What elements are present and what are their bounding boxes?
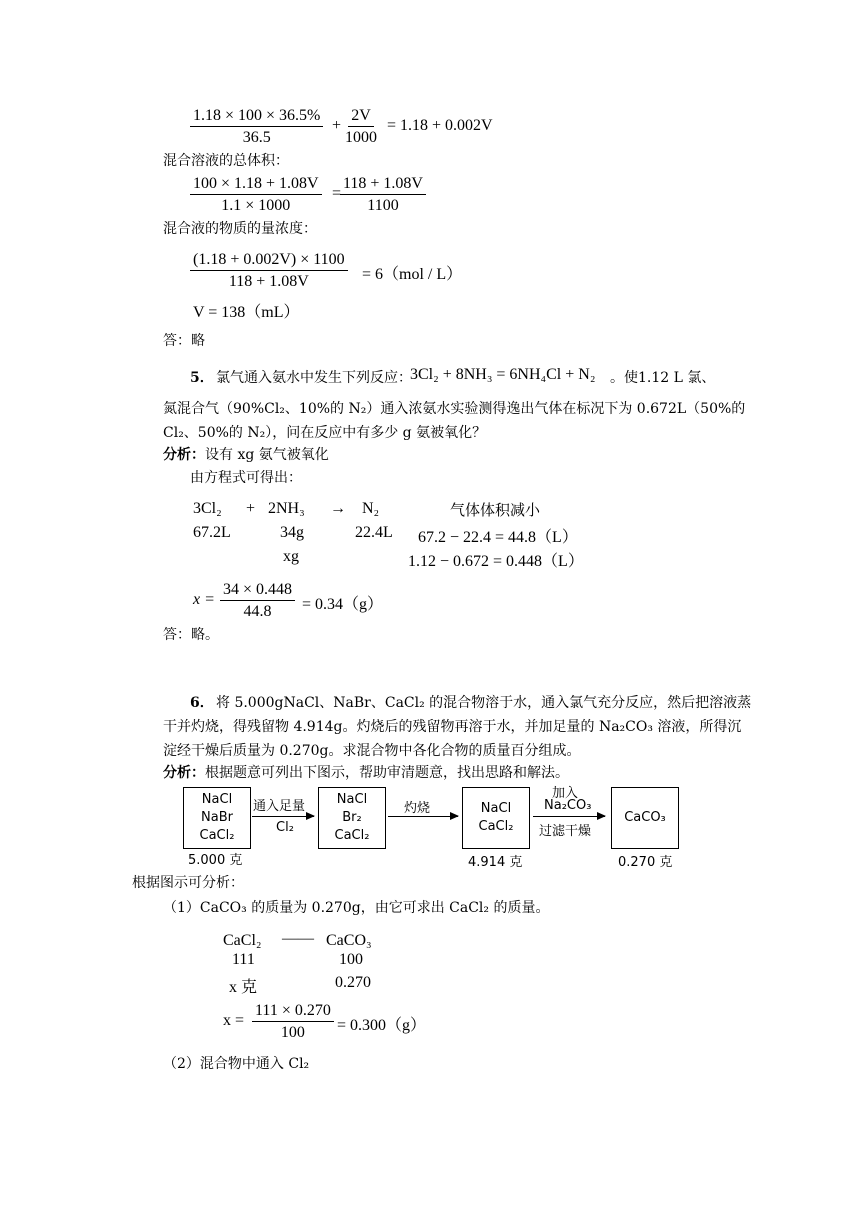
step1-dash: —— [282,930,314,947]
arrow1-label-bottom: Cl₂ [276,820,294,835]
answer-2: 答：略。 [163,627,219,643]
box-line: NaCl [201,792,233,807]
fraction-numerator: 111 × 0.270 [252,1001,334,1022]
problem-5-equation: 3Cl₂ + 8NH₃ = 6NH₄Cl + N₂ [410,366,596,383]
analysis-5-label: 分析： [163,447,205,463]
box-line: CaCl₂ [334,828,370,843]
fraction-denominator: 100 [280,1024,305,1041]
fraction-1 [190,106,323,149]
step1-caco3: CaCO₃ [326,932,372,949]
row2-67-2l: 67.2L [193,524,231,541]
fraction-numerator: 1.18 × 100 × 36.5% [190,106,323,127]
box-line: CaCO₃ [624,810,666,825]
step1-x-rhs: = 0.300（g） [337,1017,427,1034]
equation-rhs: = 6（mol / L） [362,266,463,283]
step1-111: 111 [232,951,255,968]
row1-volume-decrease: 气体体积减小 [450,501,541,519]
mass-precipitate: 0.270 克 [618,855,673,870]
analysis-6-text: 根据题意可列出下图示，帮助审清题意，找出思路和解法。 [205,765,569,781]
problem-5-line-2: 氮混合气（90%Cl₂、10%的 N₂）通入浓氨水实验测得逸出气体在标况下为 0.672L（50%的 [163,401,746,417]
x-lhs: x = [193,591,215,608]
row2-22-4l: 22.4L [355,524,393,541]
step1-0-270: 0.270 [335,974,371,991]
fraction-2 [345,106,377,149]
row3-xg: xg [283,548,299,565]
mass-initial: 5.000 克 [188,853,243,868]
box-line: CaCl₂ [199,828,235,843]
row2-volume-diff: 67.2 − 22.4 = 44.8（L） [418,529,578,546]
row1-cl2: 3Cl₂ [193,500,222,517]
problem-6-line-3: 淀经干燥后质量为 0.270g。求混合物中各化合物的质量百分组成。 [163,743,581,759]
box-initial-mixture [183,787,251,849]
problem-5-text-a: 氯气通入氨水中发生下列反应： [216,370,412,386]
fraction-4 [340,174,426,217]
problem-6-number: 6． [190,695,214,711]
arrow3-label-bottom: 过滤干燥 [539,824,592,839]
box-precipitate [611,787,679,849]
problem-6-line-2: 干并灼烧，得残留物 4.914g。灼烧后的残留物再溶于水，并加足量的 Na₂CO₃ 溶液，所得沉 [163,719,742,735]
problem-6-line-1: 将 5.000gNaCl、NaBr、CaCl₂ 的混合物溶于水，通入氯气充分反应，然后把溶液蒸 [216,695,752,711]
fraction-numerator: 100 × 1.18 + 1.08V [190,174,322,195]
result-v: V = 138（mL） [193,304,300,321]
fraction-denominator: 118 + 1.08V [228,273,309,290]
row3-volume-diff: 1.12 − 0.672 = 0.448（L） [408,553,584,570]
fraction-denominator: 44.8 [243,603,272,620]
arrow2-label-top: 灼烧 [404,801,431,816]
arrow-3 [533,816,605,817]
fraction-5 [190,250,348,293]
x-rhs: = 0.34（g） [302,596,384,613]
analysis-5-line-2: 由方程式可得出： [190,470,302,486]
fraction-3 [190,174,322,217]
step1-100: 100 [339,951,363,968]
label-concentration: 混合液的物质的量浓度： [163,221,317,237]
fraction-numerator: 118 + 1.08V [340,174,426,195]
arrow-2 [388,816,458,817]
box-line: NaCl [336,792,368,807]
analysis-6-label: 分析： [163,765,205,781]
mass-residue: 4.914 克 [468,855,523,870]
problem-5-text-b: 。使1.12 L 氯、 [610,370,716,386]
analysis-5-text: 设有 xg 氨气被氧化 [205,447,329,463]
fraction-x-5 [220,580,295,623]
row1-n2: N₂ [362,500,380,517]
step-2-text: （2）混合物中通入 Cl₂ [163,1056,310,1072]
row1-nh3: 2NH₃ [268,500,305,517]
problem-5-line-3: Cl₂、50%的 N₂），问在反应中有多少 g 氨被氧化？ [163,425,487,441]
step-1-text: （1）CaCO₃ 的质量为 0.270g，由它可求出 CaCl₂ 的质量。 [163,900,550,916]
arrow3-label-top-2: Na₂CO₃ [544,798,592,813]
arrow-1 [252,816,314,817]
box-after-burning [462,787,530,849]
box-after-chlorine [318,787,386,849]
step1-x-gram: x 克 [229,979,258,996]
equation-rhs: = 1.18 + 0.002V [387,117,493,134]
label-diagram: 根据图示可分析： [132,875,244,891]
step1-x-lhs: x = [223,1012,245,1029]
row2-34g: 34g [280,524,304,541]
fraction-step1 [252,1001,334,1044]
label-total-volume: 混合溶液的总体积： [163,153,289,169]
arrow3-label-top-1: 加入 [552,786,579,801]
step1-cacl2: CaCl₂ [223,932,262,949]
box-line: CaCl₂ [478,819,514,834]
fraction-denominator: 1100 [367,197,399,214]
fraction-denominator: 1000 [345,129,377,146]
row1-plus: + [246,500,256,517]
plus-sign: + [332,117,342,134]
fraction-numerator: 2V [348,106,374,127]
box-line: NaBr [201,810,233,825]
equals-sign: = [332,185,342,202]
answer-1: 答：略 [163,333,205,349]
fraction-numerator: (1.18 + 0.002V) × 1100 [190,250,348,271]
fraction-denominator: 36.5 [242,129,271,146]
problem-5-number: 5． [190,370,214,386]
box-line: NaCl [480,801,512,816]
fraction-numerator: 34 × 0.448 [220,580,295,601]
row1-arrow: → [330,500,346,517]
fraction-denominator: 1.1 × 1000 [221,197,291,214]
box-line: Br₂ [342,810,362,825]
arrow1-label-top: 通入足量 [253,799,306,814]
